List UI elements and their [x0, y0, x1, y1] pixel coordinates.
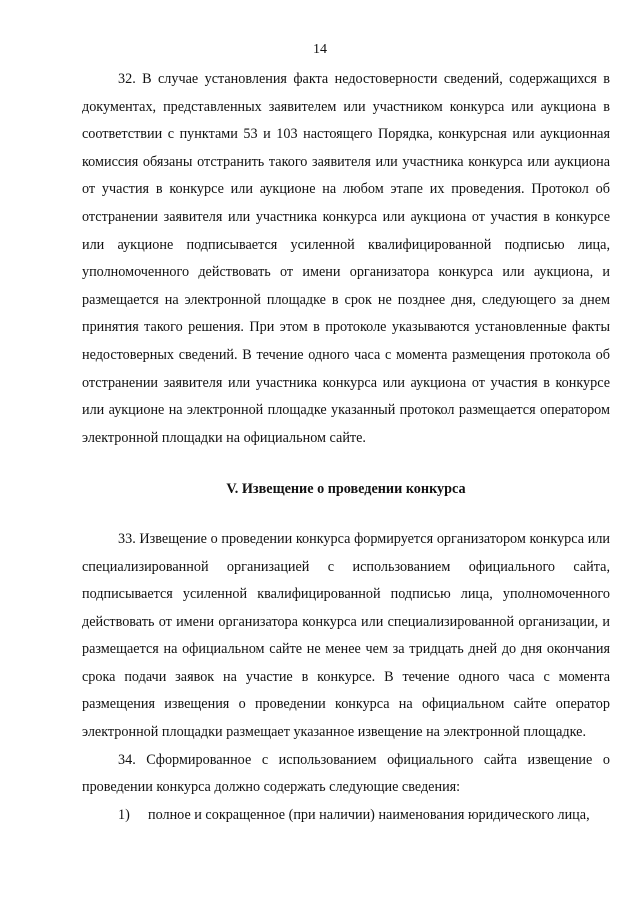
- paragraph-32: 32. В случае установления факта недостоверности сведений, содержащихся в документах, представленных заявителем или участником конкурса или аукциона в соответствии с пунктами 53 и 103 настоящего Порядка, конкурсная или аукционная комиссия обязаны отстранить такого заявителя или участника конкурса или аукциона от участия в конкурсе или аукционе на любом этапе их проведения. Протокол об отстранении заявителя или участника конкурса или аукциона от участия в конкурсе или аукционе подписывается усиленной квалифицированной подписью лица, уполномоченного действовать от имени организатора конкурса или аукциона, и размещается на электронной площадке в срок не позднее дня, следующего за днем принятия такого решения. При этом в протоколе указываются установленные факты недостоверных сведений. В течение одного часа с момента размещения протокола об отстранении заявителя или участника конкурса или аукциона от участия в конкурсе или аукционе на электронной площадке указанный протокол размещается оператором электронной площадки на официальном сайте.: [82, 71, 610, 446]
- list-item-text: полное и сокращенное (при наличии) наименования юридического лица,: [148, 806, 590, 823]
- paragraph-33: 33. Извещение о проведении конкурса формируется организатором конкурса или специализированной организацией с использованием официального сайта, подписывается усиленной квалифицированной подписью лица, уполномоченного действовать от имени организатора конкурса или специализированной организации, и размещается на официальном сайте не менее чем за тридцать дней до дня окончания срока подачи заявок на участие в конкурсе. В течение одного часа с момента размещения извещения о проведении конкурса на официальном сайте оператор электронной площадки размещает указанное извещение на электронной площадке.: [82, 530, 610, 741]
- list-item-1: [82, 802, 610, 830]
- section-heading: V. Извещение о проведении конкурса: [226, 481, 466, 498]
- paragraph-34: 34. Сформированное с использованием официального сайта извещение о проведении конкурса должно содержать следующие сведения:: [82, 751, 610, 796]
- list-item-number: 1): [118, 806, 130, 823]
- document-body: [82, 66, 610, 829]
- page-number: 14: [313, 42, 327, 57]
